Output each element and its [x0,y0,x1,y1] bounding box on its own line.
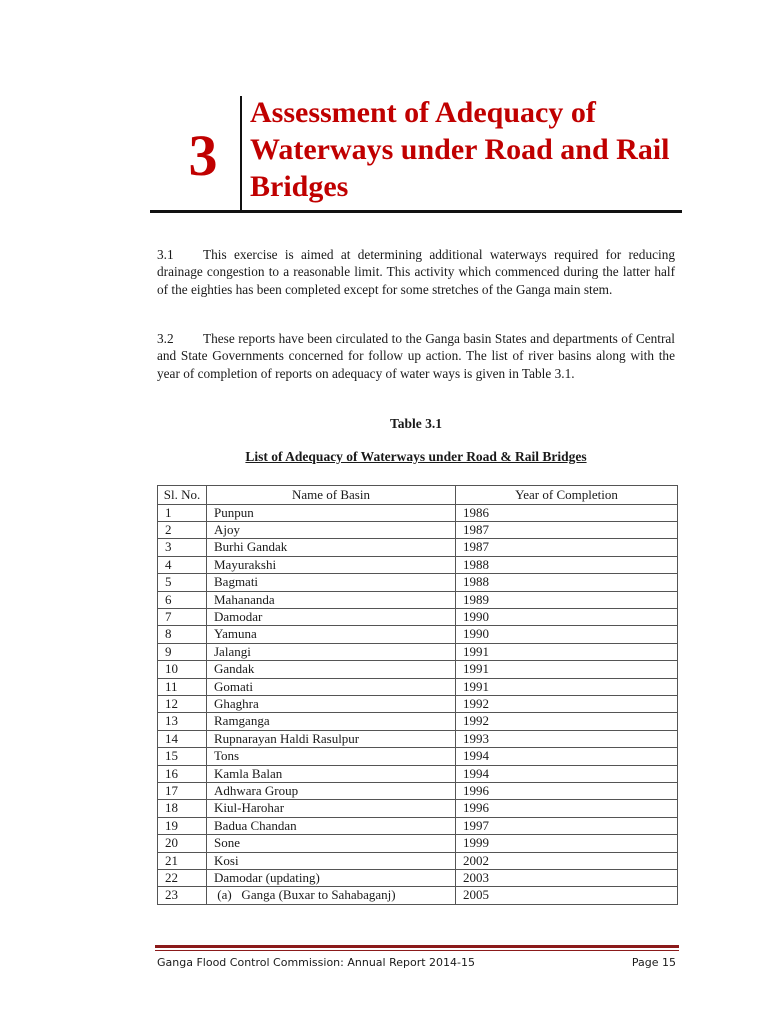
table-row [158,539,678,556]
footer-rule-thick [155,945,679,948]
cell-sl-no: 10 [158,661,207,678]
cell-year: 2002 [456,852,678,869]
cell-year: 1988 [456,574,678,591]
table-row [158,521,678,538]
table-row [158,608,678,625]
table-body [158,504,678,904]
chapter-title: Assessment of Adequacy of Waterways under Road and Rail Bridges [250,96,670,203]
cell-basin-name: Damodar (updating) [207,870,456,887]
cell-year: 1986 [456,504,678,521]
cell-sl-no: 8 [158,626,207,643]
cell-basin-name: Rupnarayan Haldi Rasulpur [207,730,456,747]
table-row [158,713,678,730]
cell-year: 1997 [456,817,678,834]
cell-year: 1989 [456,591,678,608]
cell-basin-name: Jalangi [207,643,456,660]
header-year-of-completion: Year of Completion [456,486,678,505]
cell-sl-no: 5 [158,574,207,591]
cell-year: 1992 [456,695,678,712]
chapter-divider-horizontal [150,210,682,213]
cell-basin-name: Kosi [207,852,456,869]
cell-basin-name: Ajoy [207,521,456,538]
cell-sl-no: 9 [158,643,207,660]
cell-basin-name: Punpun [207,504,456,521]
paragraph-text: This exercise is aimed at determining additional waterways required for reducing drainage congestion to a reasonable limit. This activity which commenced during the latter half of the eighties has been completed except for some stretches of the Ganga main stem. [157,247,675,297]
cell-basin-name: Mayurakshi [207,556,456,573]
cell-sl-no: 3 [158,539,207,556]
table-row [158,765,678,782]
table-row [158,626,678,643]
paragraph-text: These reports have been circulated to the Ganga basin States and departments of Central and State Governments concerned for follow up action. The list of river basins along with the year of completion of reports on adequacy of water ways is given in Table 3.1. [157,331,675,381]
table-header-row [158,486,678,505]
chapter-divider-vertical [240,96,242,212]
table-row [158,695,678,712]
cell-year: 1991 [456,643,678,660]
cell-sl-no: 16 [158,765,207,782]
cell-sl-no: 1 [158,504,207,521]
cell-basin-name: Ghaghra [207,695,456,712]
cell-sl-no: 6 [158,591,207,608]
table-row [158,817,678,834]
cell-year: 1990 [456,626,678,643]
cell-year: 1990 [456,608,678,625]
table-row [158,556,678,573]
table-label: Table 3.1 [389,416,443,431]
cell-sl-no: 13 [158,713,207,730]
header-name-of-basin: Name of Basin [207,486,456,505]
table-title: List of Adequacy of Waterways under Road & Rail Bridges [245,449,587,464]
cell-sl-no: 4 [158,556,207,573]
cell-basin-name: Badua Chandan [207,817,456,834]
cell-basin-name: Bagmati [207,574,456,591]
cell-year: 1996 [456,783,678,800]
cell-sl-no: 22 [158,870,207,887]
table-row [158,783,678,800]
cell-year: 1994 [456,748,678,765]
table-row [158,870,678,887]
cell-sl-no: 7 [158,608,207,625]
cell-year: 1987 [456,521,678,538]
chapter-number: 3 [188,123,218,188]
table-row [158,504,678,521]
cell-sl-no: 14 [158,730,207,747]
cell-year: 1988 [456,556,678,573]
cell-basin-name: Sone [207,835,456,852]
paragraph-3-1 [157,246,675,298]
cell-sl-no: 2 [158,521,207,538]
table-row [158,661,678,678]
cell-sl-no: 19 [158,817,207,834]
cell-year: 1994 [456,765,678,782]
cell-year: 1987 [456,539,678,556]
table-row [158,591,678,608]
table-row [158,852,678,869]
cell-year: 1993 [456,730,678,747]
cell-sl-no: 20 [158,835,207,852]
footer-rule-thin [155,950,679,951]
cell-sl-no: 18 [158,800,207,817]
table-row [158,574,678,591]
cell-basin-name: Gomati [207,678,456,695]
cell-basin-name: Kiul-Harohar [207,800,456,817]
cell-sl-no: 21 [158,852,207,869]
table-row [158,748,678,765]
table-row [158,730,678,747]
cell-basin-name: Adhwara Group [207,783,456,800]
cell-basin-name: Burhi Gandak [207,539,456,556]
cell-sl-no: 11 [158,678,207,695]
cell-basin-name: Yamuna [207,626,456,643]
cell-basin-name: Tons [207,748,456,765]
basin-table [157,485,678,905]
table-row [158,678,678,695]
table-row [158,835,678,852]
table-row [158,887,678,904]
cell-year: 1991 [456,678,678,695]
cell-basin-name: Kamla Balan [207,765,456,782]
cell-year: 1996 [456,800,678,817]
paragraph-3-2 [157,330,675,382]
cell-year: 1992 [456,713,678,730]
cell-sl-no: 23 [158,887,207,904]
page-number: Page 15 [631,956,676,969]
cell-year: 2003 [456,870,678,887]
cell-sl-no: 12 [158,695,207,712]
header-sl-no: Sl. No. [158,486,207,505]
cell-year: 1999 [456,835,678,852]
paragraph-number: 3.1 [157,247,174,262]
paragraph-number: 3.2 [157,331,174,346]
cell-year: 2005 [456,887,678,904]
cell-basin-name: Damodar [207,608,456,625]
cell-basin-name: (a) Ganga (Buxar to Sahabaganj) [207,887,456,904]
table-row [158,800,678,817]
table-row [158,643,678,660]
cell-basin-name: Ramganga [207,713,456,730]
cell-year: 1991 [456,661,678,678]
footer-report-name: Ganga Flood Control Commission: Annual Report 2014-15 [157,956,476,969]
cell-sl-no: 17 [158,783,207,800]
cell-basin-name: Gandak [207,661,456,678]
cell-basin-name: Mahananda [207,591,456,608]
cell-sl-no: 15 [158,748,207,765]
